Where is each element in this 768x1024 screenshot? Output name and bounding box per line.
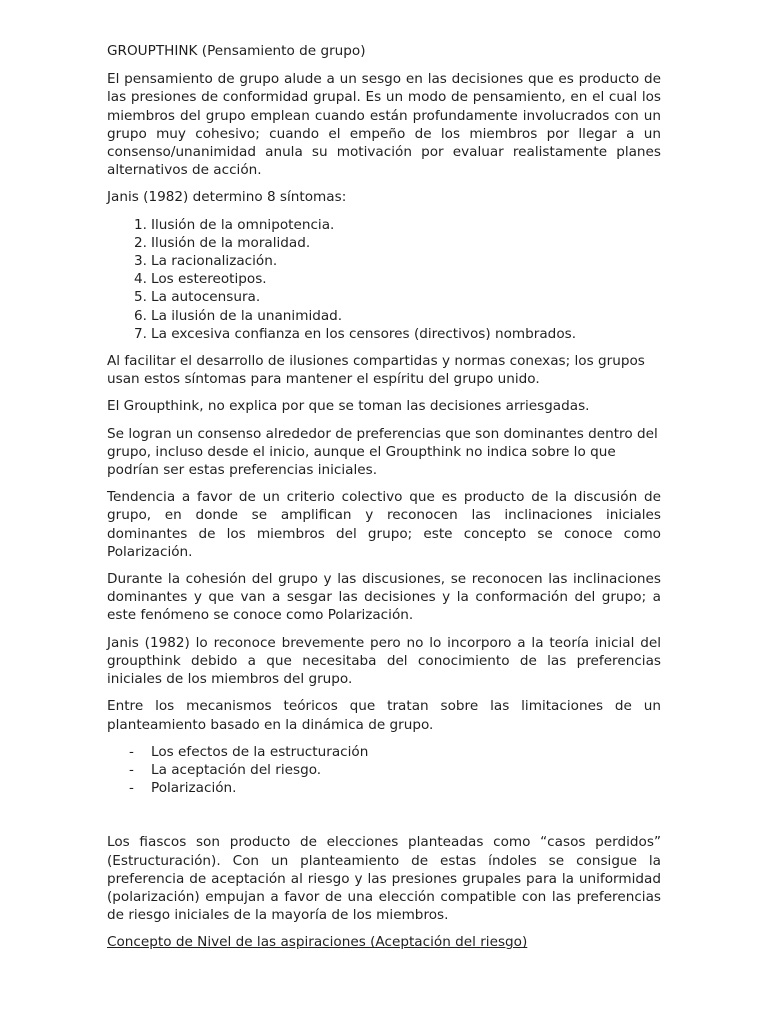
list-item: - La aceptación del riesgo. [129,761,322,778]
symptoms-list [107,216,661,343]
blank-space [107,806,661,833]
paragraph-mechanisms-intro: Entre los mecanismos teóricos que tratan sobre las limitaciones de un planteamiento basado en la dinámica de grupo. [107,698,661,733]
list-item: - Polarización. [129,780,237,797]
paragraph-collective-criterion: Tendencia a favor de un criterio colectivo que es producto de la discusión de grupo, en donde se amplifican y reconocen las inclinaciones iniciales dominantes de los miembros del grupo; este concepto se conoce como Polarización. [107,489,661,560]
list-item: 6. La ilusión de la unanimidad. [134,307,343,324]
mechanisms-list [107,743,661,798]
list-item: 4. Los estereotipos. [134,271,267,288]
paragraph-symptoms-intro: Janis (1982) determino 8 síntomas: [107,189,347,206]
document-page [107,42,661,952]
list-item: 5. La autocensura. [134,289,261,306]
paragraph-shared-illusions: Al facilitar el desarrollo de ilusiones compartidas y normas conexas; los grupos usan estos síntomas para mantener el espíritu del grupo unido. [107,353,645,388]
paragraph-cohesion: Durante la cohesión del grupo y las discusiones, se reconocen las inclinaciones dominantes y que van a sesgar las decisiones y la conformación del grupo; a este fenómeno se conoce como Polarización. [107,571,661,624]
list-item: 7. La excesiva confianza en los censores (directivos) nombrados. [134,325,577,342]
document-title: GROUPTHINK (Pensamiento de grupo) [107,43,366,59]
paragraph-janis-recognition: Janis (1982) lo reconoce brevemente pero no lo incorporo a la teoría inicial del groupthink debido a que necesitaba del conocimiento de las preferencias iniciales de los miembros del grupo. [107,634,661,688]
paragraph-fiascos: Los fiascos son producto de elecciones planteadas como “casos perdidos” (Estructuración). Con un planteamiento de estas índoles se consigue la preferencia de aceptación al riesgo y las presiones grupales para la uniformidad (polarización) empujan a favor de una elección compatible con las preferencias de riesgo iniciales de la mayoría de los miembros. [107,834,661,924]
list-item: 3. La racionalización. [134,253,278,270]
paragraph-risky-decisions: El Groupthink, no explica por que se toman las decisiones arriesgadas. [107,398,590,415]
paragraph-consensus: Se logran un consenso alrededor de preferencias que son dominantes dentro del grupo, incluso desde el inicio, aunque el Groupthink no indica sobre lo que podrían ser estas preferencias iniciales. [107,425,658,479]
paragraph-definition: El pensamiento de grupo alude a un sesgo en las decisiones que es producto de las presiones de conformidad grupal. Es un modo de pensamiento, en el cual los miembros del grupo emplean cuando están profundamente involucrados con un grupo muy cohesivo; cuando el empeño de los miembros por llegar a un consenso/unanimidad anula su motivación por evaluar realistamente planes alternativos de acción. [107,71,661,179]
section-heading: Concepto de Nivel de las aspiraciones (Aceptación del riesgo) [107,934,528,951]
list-item: 2. Ilusión de la moralidad. [134,234,311,251]
list-item: - Los efectos de la estructuración [129,743,369,760]
list-item: 1. Ilusión de la omnipotencia. [134,216,335,233]
